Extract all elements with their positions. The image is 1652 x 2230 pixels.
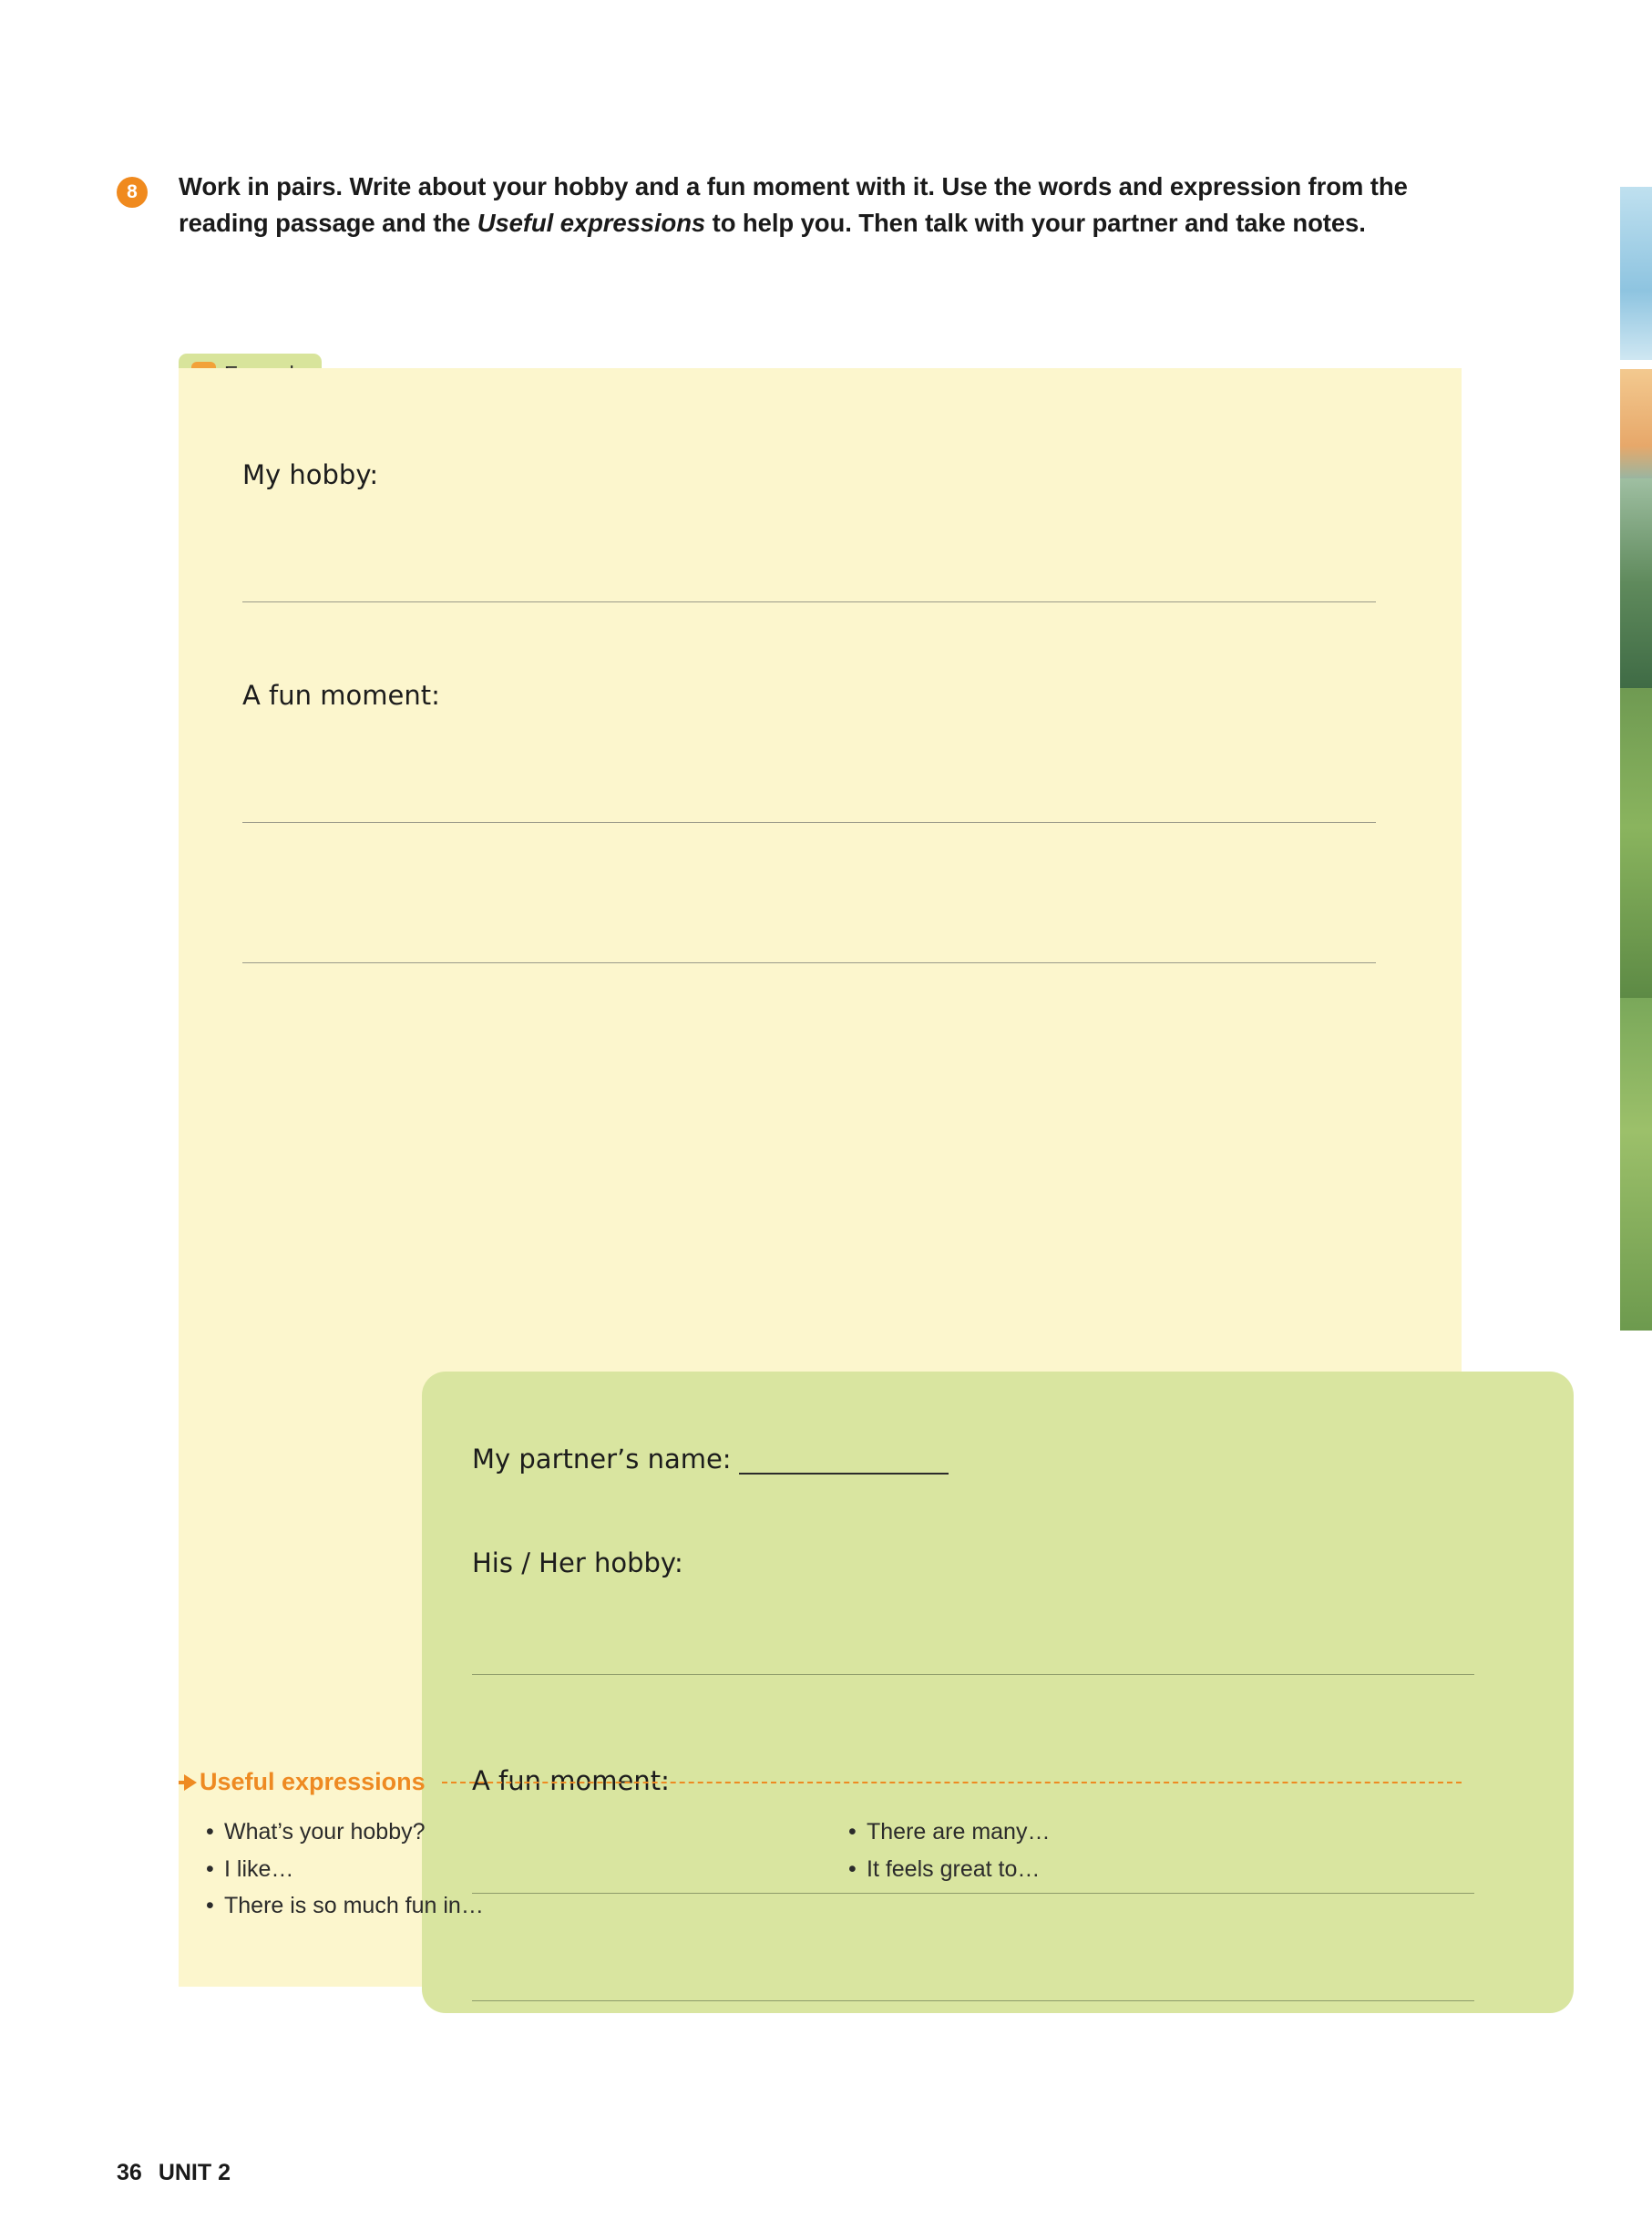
instruction-part-italic: Useful expressions [477, 208, 706, 237]
useful-expressions-column-right [848, 1814, 1050, 1887]
photo-band-sunset [1620, 369, 1652, 478]
list-item: • It feels great to… [848, 1851, 1050, 1888]
my-hobby-writing-line[interactable] [242, 601, 1376, 602]
self-fun-moment-line-1[interactable] [242, 822, 1376, 823]
useful-expressions-title: Useful expressions [200, 1768, 426, 1795]
list-item: • There is so much fun in… [206, 1887, 484, 1925]
partner-name-blank[interactable] [739, 1449, 949, 1475]
photo-band-forest [1620, 478, 1652, 688]
arrow-right-icon [184, 1774, 197, 1791]
partner-fun-moment-label: A fun moment: [472, 1765, 670, 1796]
photo-band-field [1620, 688, 1652, 998]
partner-name-row [472, 1444, 949, 1475]
dashed-divider [442, 1782, 1462, 1783]
useful-expressions-column-left [206, 1814, 484, 1925]
partner-fun-moment-line-2[interactable] [472, 2000, 1474, 2001]
worksheet-panel [179, 368, 1462, 1987]
self-fun-moment-label: A fun moment: [242, 680, 440, 711]
partner-hobby-line[interactable] [472, 1674, 1474, 1675]
activity-instruction [179, 169, 1411, 241]
my-hobby-label: My hobby: [242, 459, 379, 490]
photo-band-meadow [1620, 998, 1652, 1331]
partner-notes-box [422, 1372, 1574, 2013]
unit-label: UNIT 2 [158, 2160, 231, 2185]
list-item: • There are many… [848, 1814, 1050, 1851]
page-footer [117, 2160, 231, 2186]
activity-number-badge: 8 [117, 177, 148, 208]
self-fun-moment-line-2[interactable] [242, 962, 1376, 963]
list-item: • I like… [206, 1851, 484, 1888]
partner-fun-moment-line-1[interactable] [472, 1893, 1474, 1894]
photo-band-divider [1620, 360, 1652, 369]
activity-block [117, 169, 1411, 241]
partner-name-label: My partner’s name: [472, 1444, 732, 1475]
instruction-part-1: Work in pairs. Write about your hobby and a fun moment with it. Use the words and expression from the reading passage and the [179, 172, 1408, 237]
page-edge-photo-strip [1620, 187, 1652, 1331]
list-item: • What’s your hobby? [206, 1814, 484, 1851]
partner-hobby-label: His / Her hobby: [472, 1547, 683, 1578]
page-number: 36 [117, 2160, 142, 2185]
useful-expressions-header [179, 1768, 1462, 1796]
photo-band-sky [1620, 187, 1652, 360]
instruction-part-3: to help you. Then talk with your partner and take notes. [705, 208, 1366, 237]
